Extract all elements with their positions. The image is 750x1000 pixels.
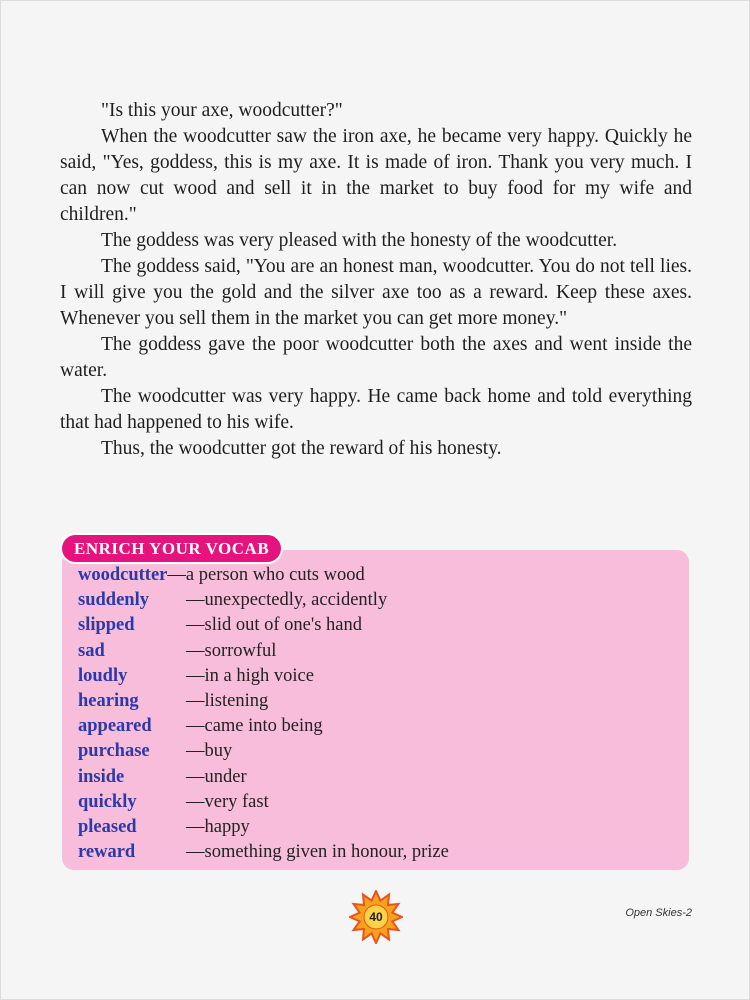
vocab-item [78, 664, 678, 689]
vocab-word: quickly [78, 791, 137, 812]
vocab-definition: —unexpectedly, accidently [186, 590, 388, 611]
vocab-definition: —happy [186, 816, 250, 837]
vocab-item [78, 613, 678, 638]
vocab-definition: —sorrowful [186, 640, 277, 661]
vocab-item [78, 790, 678, 815]
vocab-heading: ENRICH YOUR VOCAB [62, 535, 281, 562]
story-paragraph: The woodcutter was very happy. He came back home and told everything that had happened to his wife. [60, 386, 692, 433]
vocab-definition: —a person who cuts wood [167, 565, 365, 585]
vocab-word: sad [78, 640, 105, 661]
story-paragraph: Thus, the woodcutter got the reward of his honesty. [101, 438, 502, 459]
vocab-word: appeared [78, 716, 152, 737]
vocab-item [78, 765, 678, 790]
vocab-item [78, 714, 678, 739]
vocab-item [78, 563, 678, 588]
vocab-item [78, 840, 678, 865]
vocab-item [78, 815, 678, 840]
vocab-word: hearing [78, 690, 139, 711]
vocab-item [78, 639, 678, 664]
vocab-list [78, 563, 678, 865]
vocab-word: loudly [78, 665, 128, 686]
vocab-definition: —slid out of one's hand [186, 615, 362, 636]
story-text [60, 98, 692, 462]
vocab-word: inside [78, 766, 125, 787]
page-number: 40 [369, 910, 383, 924]
story-paragraph: When the woodcutter saw the iron axe, he became very happy. Quickly he said, "Yes, goddess, this is my axe. It is made of iron. Thank you very much. I can now cut wood and sell it in the market to buy food for my wife and children." [60, 126, 692, 225]
vocab-definition: —in a high voice [186, 665, 314, 686]
story-paragraph: The goddess said, "You are an honest man, woodcutter. You do not tell lies. I will give you the gold and the silver axe too as a reward. Keep these axes. Whenever you sell them in the market you can get more money." [60, 256, 692, 329]
story-paragraph: The goddess gave the poor woodcutter both the axes and went inside the water. [60, 334, 692, 381]
vocab-definition: —buy [186, 741, 233, 762]
vocab-word: suddenly [78, 590, 149, 611]
vocab-item [78, 689, 678, 714]
vocab-definition: —listening [186, 690, 269, 711]
book-title: Open Skies-2 [625, 907, 692, 919]
vocab-word: reward [78, 842, 136, 863]
vocab-definition: —under [186, 766, 247, 787]
vocab-item [78, 739, 678, 764]
vocab-word: pleased [78, 816, 137, 837]
vocab-word: purchase [78, 741, 150, 762]
vocab-definition: —came into being [186, 716, 323, 737]
page-number-badge [349, 890, 403, 944]
vocab-definition: —very fast [186, 791, 269, 812]
story-paragraph: "Is this your axe, woodcutter?" [101, 100, 343, 121]
vocab-word: woodcutter [78, 565, 168, 585]
vocab-definition: —something given in honour, prize [186, 842, 449, 863]
story-paragraph: The goddess was very pleased with the honesty of the woodcutter. [101, 230, 618, 251]
vocab-item [78, 588, 678, 613]
vocab-word: slipped [78, 615, 135, 636]
